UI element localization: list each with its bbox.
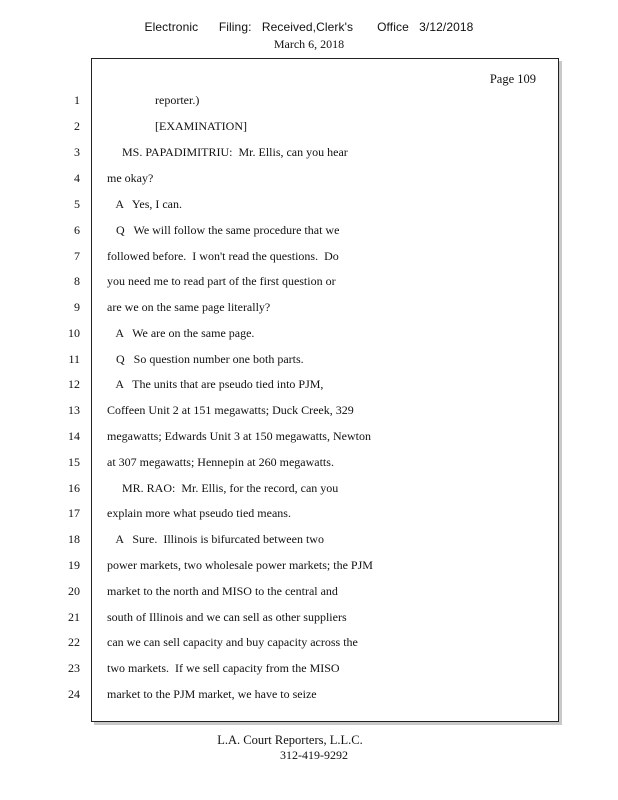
transcript-line: at 307 megawatts; Hennepin at 260 megawatts.	[107, 455, 334, 469]
transcript-line: market to the north and MISO to the central and	[107, 584, 338, 598]
transcript-line: Q We will follow the same procedure that we	[107, 223, 340, 237]
line-number: 19	[68, 558, 80, 572]
transcript-line: MR. RAO: Mr. Ellis, for the record, can you	[107, 481, 339, 495]
line-number: 6	[74, 223, 80, 237]
header-date: March 6, 2018	[273, 37, 345, 51]
transcript-line: south of Illinois and we can sell as other suppliers	[107, 610, 347, 624]
transcript-line: Coffeen Unit 2 at 151 megawatts; Duck Creek, 329	[107, 403, 354, 417]
line-number: 22	[68, 635, 80, 649]
transcript-line: A Yes, I can.	[107, 197, 183, 211]
transcript-line: me okay?	[107, 171, 154, 185]
page-number: Page 109	[489, 72, 536, 86]
transcript-line: can we can sell capacity and buy capacity across the	[107, 635, 358, 649]
transcript-line: market to the PJM market, we have to seize	[107, 687, 317, 701]
line-number: 18	[68, 532, 80, 546]
transcript-line: you need me to read part of the first question or	[107, 274, 336, 288]
transcript-line: two markets. If we sell capacity from the MISO	[107, 661, 340, 675]
line-number: 9	[74, 300, 80, 314]
transcript-line: megawatts; Edwards Unit 3 at 150 megawatts, Newton	[107, 429, 371, 443]
filing-stamp: Electronic Filing: Received,Clerk's Office 3/12/2018	[144, 20, 474, 34]
transcript-line: [EXAMINATION]	[107, 119, 247, 133]
transcript-line: A The units that are pseudo tied into PJM,	[107, 377, 324, 391]
transcript-line: Q So question number one both parts.	[107, 352, 304, 366]
line-number: 4	[74, 171, 80, 185]
line-number: 20	[68, 584, 80, 598]
transcript-line: A Sure. Illinois is bifurcated between two	[107, 532, 324, 546]
transcript-line: MS. PAPADIMITRIU: Mr. Ellis, can you hear	[107, 145, 348, 159]
line-number: 1	[74, 93, 80, 107]
transcript-line: reporter.)	[107, 93, 200, 107]
line-number: 12	[68, 377, 80, 391]
transcript-line: power markets, two wholesale power markets; the PJM	[107, 558, 373, 572]
line-number: 13	[68, 403, 80, 417]
transcript-line: explain more what pseudo tied means.	[107, 506, 291, 520]
line-number: 11	[68, 352, 80, 366]
line-number: 15	[68, 455, 80, 469]
line-number: 23	[68, 661, 80, 675]
line-number: 16	[68, 481, 80, 495]
footer-phone: 312-419-9292	[280, 748, 348, 762]
footer-company: L.A. Court Reporters, L.L.C.	[217, 733, 363, 747]
line-number: 8	[74, 274, 80, 288]
line-number-column	[0, 0, 91, 800]
transcript-line: are we on the same page literally?	[107, 300, 271, 314]
line-number: 24	[68, 687, 80, 701]
line-number: 2	[74, 119, 80, 133]
line-number: 21	[68, 610, 80, 624]
transcript-line: followed before. I won't read the questions. Do	[107, 249, 339, 263]
line-number: 10	[68, 326, 80, 340]
line-number: 14	[68, 429, 80, 443]
line-number: 3	[74, 145, 80, 159]
line-number: 5	[74, 197, 80, 211]
transcript-line: A We are on the same page.	[107, 326, 255, 340]
line-number: 7	[74, 249, 80, 263]
line-number: 17	[68, 506, 80, 520]
